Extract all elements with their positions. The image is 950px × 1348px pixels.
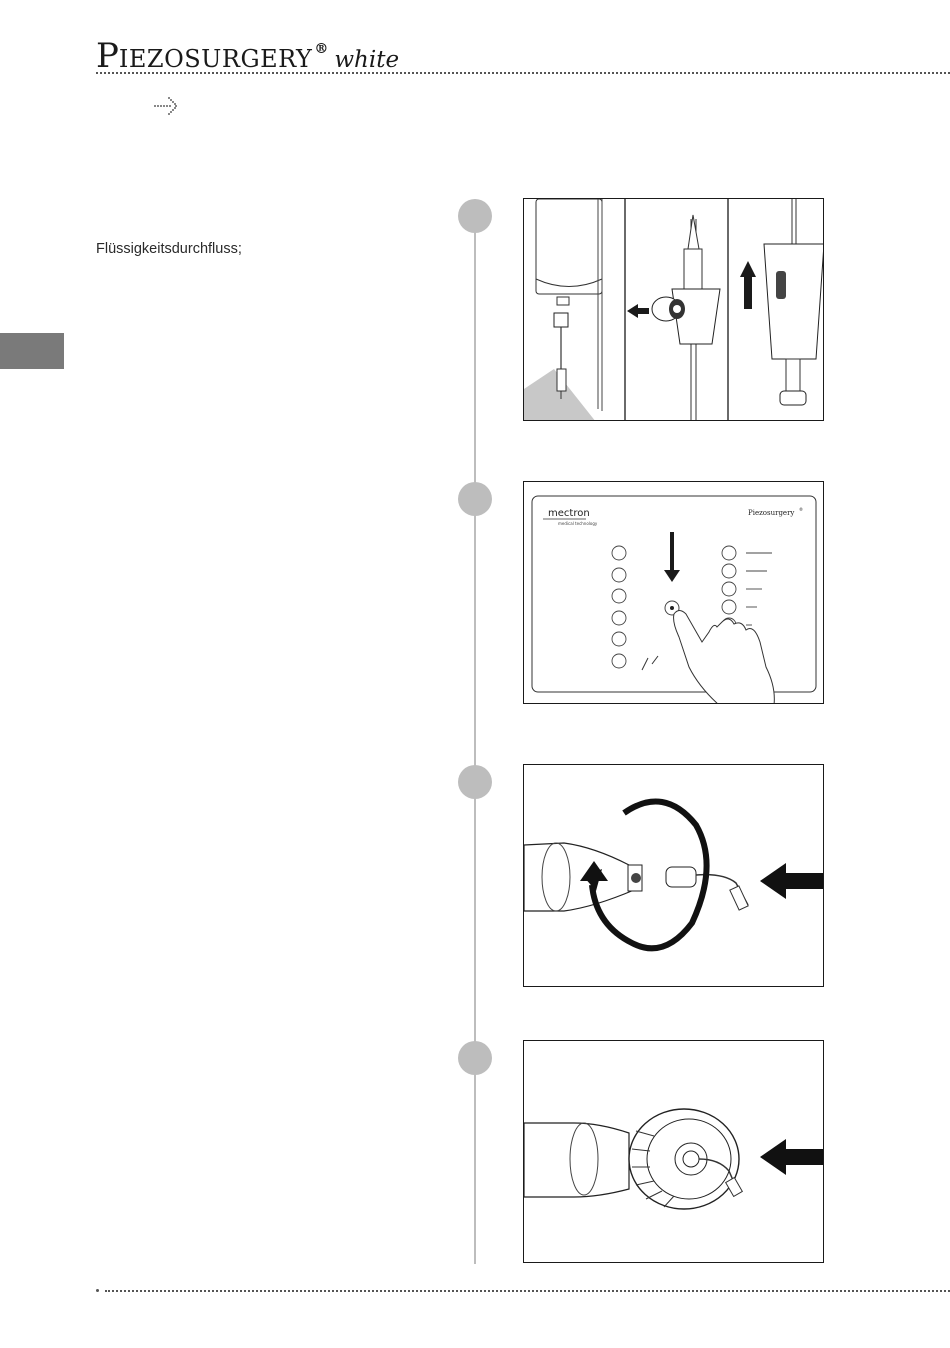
figure-control-panel xyxy=(523,481,824,704)
dotted-arrow-icon xyxy=(153,95,179,117)
step-marker-1 xyxy=(458,199,492,233)
brand-subtitle: white xyxy=(334,47,400,73)
brand-registered-mark: ® xyxy=(314,41,329,57)
piezosurgery-logo-mark: ® xyxy=(799,507,803,512)
mectron-logo: mectron xyxy=(548,508,590,519)
step-marker-3 xyxy=(458,765,492,799)
mectron-logo-sub: medical technology xyxy=(558,521,598,526)
figure-irrigation-setup xyxy=(523,198,824,421)
document-header-title xyxy=(96,36,399,76)
piezosurgery-logo: Piezosurgery xyxy=(748,509,795,517)
header-divider xyxy=(96,72,950,74)
step-marker-2 xyxy=(458,482,492,516)
step-marker-4 xyxy=(458,1041,492,1075)
irrigation-illustration xyxy=(524,199,824,421)
control-panel-illustration xyxy=(524,482,824,704)
step-timeline xyxy=(474,216,476,1264)
handpiece-connect-illustration xyxy=(524,765,824,987)
brand-name: IEZOSURGERY xyxy=(118,45,313,73)
brand-initial: P xyxy=(96,36,119,76)
section-tab-marker xyxy=(0,333,64,369)
body-text: Flüssigkeitsdurchfluss; xyxy=(96,241,242,257)
footer-divider xyxy=(105,1290,950,1292)
footer-divider-dot xyxy=(96,1289,99,1292)
figure-handpiece-ring xyxy=(523,1040,824,1263)
handpiece-ring-illustration xyxy=(524,1041,824,1263)
figure-handpiece-connect xyxy=(523,764,824,987)
